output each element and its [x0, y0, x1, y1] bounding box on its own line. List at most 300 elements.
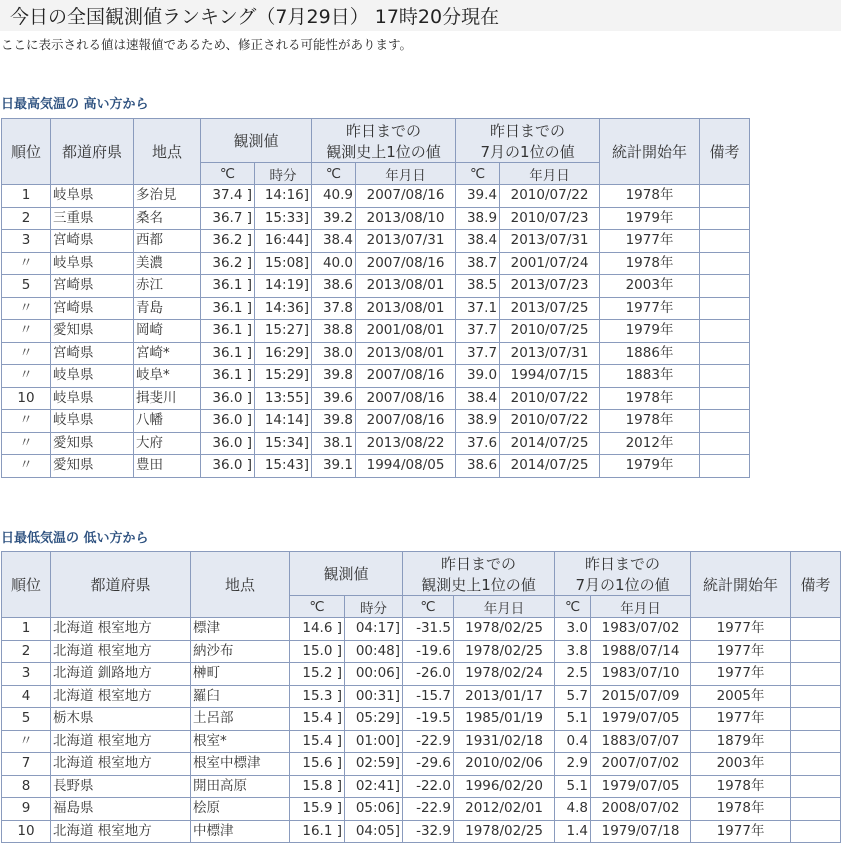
alltime-date-cell: 2013/07/31: [356, 230, 456, 253]
alltime-date-cell: 2007/08/16: [356, 410, 456, 433]
prefecture-cell: 北海道 根室地方: [51, 685, 191, 708]
july-value-cell: 0.4: [555, 730, 591, 753]
table-row: [2, 663, 841, 686]
remarks-cell: [791, 820, 841, 843]
observed-time-cell: 16:29]: [255, 342, 312, 365]
prefecture-cell: 三重県: [51, 207, 134, 230]
alltime-date-cell: 1978/02/25: [454, 640, 555, 663]
remarks-cell: [700, 432, 750, 455]
table-row: [2, 618, 841, 641]
col-alltime-date: 年月日: [356, 163, 456, 185]
low-temp-rows: [2, 618, 841, 843]
july-date-cell: 2014/07/25: [500, 432, 600, 455]
july-date-cell: 2010/07/22: [500, 387, 600, 410]
alltime-value-cell: 37.8: [312, 297, 356, 320]
remarks-cell: [700, 230, 750, 253]
start-year-cell: 2005年: [691, 685, 791, 708]
observed-value-cell: 36.1 ]: [201, 275, 255, 298]
start-year-cell: 1977年: [691, 708, 791, 731]
site-cell: 赤江: [134, 275, 201, 298]
remarks-cell: [700, 365, 750, 388]
start-year-cell: 1978年: [691, 798, 791, 821]
col-july-date: 年月日: [500, 163, 600, 185]
alltime-value-cell: -22.9: [403, 730, 454, 753]
col-july-deg: ℃: [555, 596, 591, 618]
table-row: [2, 708, 841, 731]
site-cell: 根室*: [191, 730, 290, 753]
remarks-cell: [700, 297, 750, 320]
remarks-cell: [791, 753, 841, 776]
start-year-cell: 2003年: [691, 753, 791, 776]
rank-cell: 〃: [2, 297, 51, 320]
observed-time-cell: 14:19]: [255, 275, 312, 298]
july-value-cell: 37.7: [456, 320, 500, 343]
rank-cell: 8: [2, 775, 51, 798]
rank-cell: 〃: [2, 252, 51, 275]
prefecture-cell: 北海道 根室地方: [51, 753, 191, 776]
alltime-value-cell: 38.4: [312, 230, 356, 253]
remarks-cell: [700, 252, 750, 275]
july-value-cell: 38.4: [456, 387, 500, 410]
observed-time-cell: 15:08]: [255, 252, 312, 275]
alltime-date-cell: 1931/02/18: [454, 730, 555, 753]
july-date-cell: 2013/07/31: [500, 230, 600, 253]
col-remarks: 備考: [700, 119, 750, 185]
alltime-value-cell: 39.6: [312, 387, 356, 410]
table-row: [2, 297, 750, 320]
table-row: [2, 640, 841, 663]
alltime-date-cell: 1994/08/05: [356, 455, 456, 478]
observed-value-cell: 15.4 ]: [290, 730, 345, 753]
table-row: [2, 185, 750, 208]
remarks-cell: [700, 342, 750, 365]
prefecture-cell: 北海道 根室地方: [51, 618, 191, 641]
observed-time-cell: 01:00]: [345, 730, 403, 753]
site-cell: 大府: [134, 432, 201, 455]
table-row: [2, 775, 841, 798]
col-start-year: 統計開始年: [691, 552, 791, 618]
alltime-value-cell: 38.6: [312, 275, 356, 298]
july-value-cell: 38.9: [456, 410, 500, 433]
site-cell: 宮崎*: [134, 342, 201, 365]
col-remarks: 備考: [791, 552, 841, 618]
remarks-cell: [791, 798, 841, 821]
july-date-cell: 2013/07/31: [500, 342, 600, 365]
alltime-value-cell: 40.0: [312, 252, 356, 275]
start-year-cell: 1978年: [691, 775, 791, 798]
july-value-cell: 2.5: [555, 663, 591, 686]
alltime-value-cell: -31.5: [403, 618, 454, 641]
observed-value-cell: 36.1 ]: [201, 320, 255, 343]
start-year-cell: 2003年: [600, 275, 700, 298]
site-cell: 岡崎: [134, 320, 201, 343]
col-july-record: [456, 119, 600, 163]
site-cell: 青島: [134, 297, 201, 320]
start-year-cell: 1879年: [691, 730, 791, 753]
site-cell: 羅臼: [191, 685, 290, 708]
alltime-date-cell: 2007/08/16: [356, 252, 456, 275]
col-observed-time: 時分: [255, 163, 312, 185]
prefecture-cell: 岐阜県: [51, 185, 134, 208]
prefecture-cell: 愛知県: [51, 320, 134, 343]
rank-cell: 〃: [2, 410, 51, 433]
table-row: [2, 252, 750, 275]
july-date-cell: 1979/07/05: [591, 708, 691, 731]
remarks-cell: [700, 455, 750, 478]
observed-time-cell: 16:44]: [255, 230, 312, 253]
july-value-cell: 4.8: [555, 798, 591, 821]
prefecture-cell: 愛知県: [51, 455, 134, 478]
table-row: [2, 455, 750, 478]
low-temp-section-title: 日最低気温の 低い方から: [1, 531, 149, 546]
remarks-cell: [791, 775, 841, 798]
rank-cell: 〃: [2, 730, 51, 753]
table-row: [2, 387, 750, 410]
observed-time-cell: 00:31]: [345, 685, 403, 708]
site-cell: 西都: [134, 230, 201, 253]
observed-value-cell: 15.0 ]: [290, 640, 345, 663]
july-value-cell: 37.1: [456, 297, 500, 320]
alltime-date-cell: 2007/08/16: [356, 185, 456, 208]
col-alltime-record-line2: 観測史上1位の値: [326, 142, 441, 161]
july-value-cell: 38.9: [456, 207, 500, 230]
start-year-cell: 1977年: [600, 297, 700, 320]
col-alltime-deg: ℃: [403, 596, 454, 618]
remarks-cell: [791, 618, 841, 641]
col-alltime-record: [312, 119, 456, 163]
remarks-cell: [700, 410, 750, 433]
site-cell: 桧原: [191, 798, 290, 821]
table-row: [2, 730, 841, 753]
prefecture-cell: 宮崎県: [51, 297, 134, 320]
observed-time-cell: 02:41]: [345, 775, 403, 798]
observed-value-cell: 15.8 ]: [290, 775, 345, 798]
july-value-cell: 39.0: [456, 365, 500, 388]
observed-value-cell: 15.4 ]: [290, 708, 345, 731]
observed-value-cell: 16.1 ]: [290, 820, 345, 843]
remarks-cell: [700, 207, 750, 230]
july-value-cell: 39.4: [456, 185, 500, 208]
july-date-cell: 2010/07/23: [500, 207, 600, 230]
page-title: 今日の全国観測値ランキング（7月29日） 17時20分現在: [10, 6, 500, 28]
table-row: [2, 207, 750, 230]
alltime-date-cell: 2013/08/01: [356, 297, 456, 320]
col-july-record: [555, 552, 691, 596]
july-date-cell: 2015/07/09: [591, 685, 691, 708]
rank-cell: 2: [2, 640, 51, 663]
start-year-cell: 1978年: [600, 252, 700, 275]
site-cell: 開田高原: [191, 775, 290, 798]
remarks-cell: [791, 663, 841, 686]
observed-time-cell: 15:33]: [255, 207, 312, 230]
start-year-cell: 2012年: [600, 432, 700, 455]
prefecture-cell: 宮崎県: [51, 342, 134, 365]
start-year-cell: 1978年: [600, 410, 700, 433]
observed-time-cell: 14:14]: [255, 410, 312, 433]
remarks-cell: [700, 387, 750, 410]
rank-cell: 〃: [2, 342, 51, 365]
july-date-cell: 2010/07/25: [500, 320, 600, 343]
site-cell: 岐阜*: [134, 365, 201, 388]
alltime-date-cell: 1978/02/25: [454, 820, 555, 843]
observed-value-cell: 36.0 ]: [201, 432, 255, 455]
col-prefecture: 都道府県: [51, 552, 191, 618]
high-temp-section-title: 日最高気温の 高い方から: [1, 97, 149, 112]
july-date-cell: 2001/07/24: [500, 252, 600, 275]
table-row: [2, 275, 750, 298]
prefecture-cell: 栃木県: [51, 708, 191, 731]
site-cell: 揖斐川: [134, 387, 201, 410]
table-row: [2, 753, 841, 776]
rank-cell: 2: [2, 207, 51, 230]
rank-cell: 〃: [2, 432, 51, 455]
rank-cell: 〃: [2, 365, 51, 388]
disclaimer-note: ここに表示される値は速報値であるため、修正される可能性があります。: [1, 37, 413, 52]
start-year-cell: 1977年: [600, 230, 700, 253]
alltime-value-cell: -19.6: [403, 640, 454, 663]
start-year-cell: 1979年: [600, 455, 700, 478]
start-year-cell: 1886年: [600, 342, 700, 365]
observed-time-cell: 14:36]: [255, 297, 312, 320]
site-cell: 土呂部: [191, 708, 290, 731]
july-date-cell: 2010/07/22: [500, 185, 600, 208]
july-value-cell: 37.7: [456, 342, 500, 365]
july-value-cell: 2.9: [555, 753, 591, 776]
table-row: [2, 410, 750, 433]
site-cell: 根室中標津: [191, 753, 290, 776]
col-site: 地点: [191, 552, 290, 618]
observed-time-cell: 05:06]: [345, 798, 403, 821]
col-july-record-line2: 7月の1位の値: [575, 575, 670, 594]
start-year-cell: 1977年: [691, 618, 791, 641]
col-start-year: 統計開始年: [600, 119, 700, 185]
prefecture-cell: 愛知県: [51, 432, 134, 455]
prefecture-cell: 宮崎県: [51, 230, 134, 253]
site-cell: 八幡: [134, 410, 201, 433]
alltime-value-cell: -26.0: [403, 663, 454, 686]
observed-value-cell: 15.3 ]: [290, 685, 345, 708]
july-value-cell: 38.5: [456, 275, 500, 298]
start-year-cell: 1979年: [600, 207, 700, 230]
col-observed: 観測値: [201, 119, 312, 163]
observed-time-cell: 13:55]: [255, 387, 312, 410]
observed-value-cell: 36.2 ]: [201, 252, 255, 275]
high-temp-ranking-table: [1, 118, 750, 478]
col-rank: 順位: [2, 119, 51, 185]
start-year-cell: 1977年: [691, 640, 791, 663]
july-date-cell: 1979/07/18: [591, 820, 691, 843]
rank-cell: 7: [2, 753, 51, 776]
observed-value-cell: 37.4 ]: [201, 185, 255, 208]
prefecture-cell: 岐阜県: [51, 387, 134, 410]
start-year-cell: 1978年: [600, 387, 700, 410]
july-value-cell: 38.6: [456, 455, 500, 478]
table-row: [2, 230, 750, 253]
alltime-date-cell: 2013/08/10: [356, 207, 456, 230]
alltime-value-cell: -19.5: [403, 708, 454, 731]
july-date-cell: 2008/07/02: [591, 798, 691, 821]
high-temp-rows: [2, 185, 750, 478]
rank-cell: 10: [2, 387, 51, 410]
col-prefecture: 都道府県: [51, 119, 134, 185]
prefecture-cell: 岐阜県: [51, 410, 134, 433]
prefecture-cell: 北海道 根室地方: [51, 820, 191, 843]
alltime-value-cell: 39.8: [312, 365, 356, 388]
july-value-cell: 5.7: [555, 685, 591, 708]
remarks-cell: [791, 685, 841, 708]
prefecture-cell: 宮崎県: [51, 275, 134, 298]
alltime-date-cell: 2007/08/16: [356, 365, 456, 388]
observed-time-cell: 15:27]: [255, 320, 312, 343]
alltime-date-cell: 2013/08/22: [356, 432, 456, 455]
alltime-value-cell: -29.6: [403, 753, 454, 776]
low-temp-ranking-table: [1, 551, 841, 843]
observed-value-cell: 36.0 ]: [201, 387, 255, 410]
col-july-record-line1: 昨日までの: [585, 554, 661, 573]
prefecture-cell: 福島県: [51, 798, 191, 821]
table-row: [2, 432, 750, 455]
prefecture-cell: 岐阜県: [51, 252, 134, 275]
remarks-cell: [700, 185, 750, 208]
observed-time-cell: 05:29]: [345, 708, 403, 731]
observed-value-cell: 36.0 ]: [201, 455, 255, 478]
rank-cell: 1: [2, 185, 51, 208]
observed-time-cell: 04:17]: [345, 618, 403, 641]
col-alltime-record-line1: 昨日までの: [441, 554, 517, 573]
start-year-cell: 1883年: [600, 365, 700, 388]
alltime-value-cell: -15.7: [403, 685, 454, 708]
col-july-date: 年月日: [591, 596, 691, 618]
observed-time-cell: 14:16]: [255, 185, 312, 208]
rank-cell: 5: [2, 275, 51, 298]
july-value-cell: 37.6: [456, 432, 500, 455]
col-july-record-line2: 7月の1位の値: [480, 142, 575, 161]
observed-value-cell: 36.0 ]: [201, 410, 255, 433]
observed-value-cell: 14.6 ]: [290, 618, 345, 641]
observed-value-cell: 15.9 ]: [290, 798, 345, 821]
site-cell: 豊田: [134, 455, 201, 478]
july-date-cell: 1979/07/05: [591, 775, 691, 798]
july-date-cell: 2007/07/02: [591, 753, 691, 776]
july-date-cell: 2013/07/23: [500, 275, 600, 298]
july-date-cell: 1983/07/10: [591, 663, 691, 686]
july-date-cell: 2014/07/25: [500, 455, 600, 478]
rank-cell: 9: [2, 798, 51, 821]
table-row: [2, 798, 841, 821]
prefecture-cell: 北海道 釧路地方: [51, 663, 191, 686]
alltime-date-cell: 2010/02/06: [454, 753, 555, 776]
col-observed-deg: ℃: [290, 596, 345, 618]
alltime-date-cell: 2013/08/01: [356, 342, 456, 365]
july-date-cell: 1994/07/15: [500, 365, 600, 388]
site-cell: 多治見: [134, 185, 201, 208]
page-header: [0, 0, 841, 31]
col-july-deg: ℃: [456, 163, 500, 185]
col-alltime-record-line1: 昨日までの: [346, 121, 422, 140]
observed-time-cell: 00:48]: [345, 640, 403, 663]
rank-cell: 〃: [2, 455, 51, 478]
alltime-date-cell: 2013/08/01: [356, 275, 456, 298]
july-value-cell: 3.0: [555, 618, 591, 641]
observed-value-cell: 36.7 ]: [201, 207, 255, 230]
july-value-cell: 5.1: [555, 708, 591, 731]
alltime-value-cell: 39.2: [312, 207, 356, 230]
rank-cell: 3: [2, 230, 51, 253]
alltime-value-cell: 39.1: [312, 455, 356, 478]
site-cell: 標津: [191, 618, 290, 641]
alltime-value-cell: 38.1: [312, 432, 356, 455]
observed-value-cell: 36.1 ]: [201, 365, 255, 388]
table-row: [2, 342, 750, 365]
july-value-cell: 5.1: [555, 775, 591, 798]
rank-cell: 4: [2, 685, 51, 708]
observed-value-cell: 36.2 ]: [201, 230, 255, 253]
col-observed-time: 時分: [345, 596, 403, 618]
rank-cell: 5: [2, 708, 51, 731]
alltime-value-cell: 40.9: [312, 185, 356, 208]
table-row: [2, 820, 841, 843]
observed-value-cell: 15.6 ]: [290, 753, 345, 776]
observed-value-cell: 15.2 ]: [290, 663, 345, 686]
prefecture-cell: 長野県: [51, 775, 191, 798]
start-year-cell: 1977年: [691, 663, 791, 686]
observed-value-cell: 36.1 ]: [201, 342, 255, 365]
col-alltime-date: 年月日: [454, 596, 555, 618]
prefecture-cell: 北海道 根室地方: [51, 730, 191, 753]
july-date-cell: 2013/07/25: [500, 297, 600, 320]
col-alltime-record-line2: 観測史上1位の値: [421, 575, 536, 594]
col-july-record-line1: 昨日までの: [490, 121, 566, 140]
observed-value-cell: 36.1 ]: [201, 297, 255, 320]
site-cell: 中標津: [191, 820, 290, 843]
remarks-cell: [791, 730, 841, 753]
remarks-cell: [700, 275, 750, 298]
observed-time-cell: 02:59]: [345, 753, 403, 776]
col-alltime-record: [403, 552, 555, 596]
prefecture-cell: 北海道 根室地方: [51, 640, 191, 663]
site-cell: 桑名: [134, 207, 201, 230]
alltime-date-cell: 1978/02/24: [454, 663, 555, 686]
observed-time-cell: 04:05]: [345, 820, 403, 843]
july-value-cell: 38.7: [456, 252, 500, 275]
prefecture-cell: 岐阜県: [51, 365, 134, 388]
col-rank: 順位: [2, 552, 51, 618]
july-value-cell: 3.8: [555, 640, 591, 663]
july-date-cell: 1983/07/02: [591, 618, 691, 641]
alltime-value-cell: -22.0: [403, 775, 454, 798]
observed-time-cell: 15:29]: [255, 365, 312, 388]
alltime-date-cell: 2012/02/01: [454, 798, 555, 821]
alltime-value-cell: -32.9: [403, 820, 454, 843]
table-row: [2, 365, 750, 388]
july-value-cell: 38.4: [456, 230, 500, 253]
alltime-date-cell: 1985/01/19: [454, 708, 555, 731]
table-row: [2, 685, 841, 708]
alltime-date-cell: 2013/01/17: [454, 685, 555, 708]
observed-time-cell: 15:43]: [255, 455, 312, 478]
alltime-value-cell: 38.0: [312, 342, 356, 365]
alltime-value-cell: -22.9: [403, 798, 454, 821]
remarks-cell: [700, 320, 750, 343]
table-row: [2, 320, 750, 343]
col-observed: 観測値: [290, 552, 403, 596]
col-alltime-deg: ℃: [312, 163, 356, 185]
july-date-cell: 1988/07/14: [591, 640, 691, 663]
observed-time-cell: 15:34]: [255, 432, 312, 455]
col-site: 地点: [134, 119, 201, 185]
july-date-cell: 2010/07/22: [500, 410, 600, 433]
rank-cell: 〃: [2, 320, 51, 343]
